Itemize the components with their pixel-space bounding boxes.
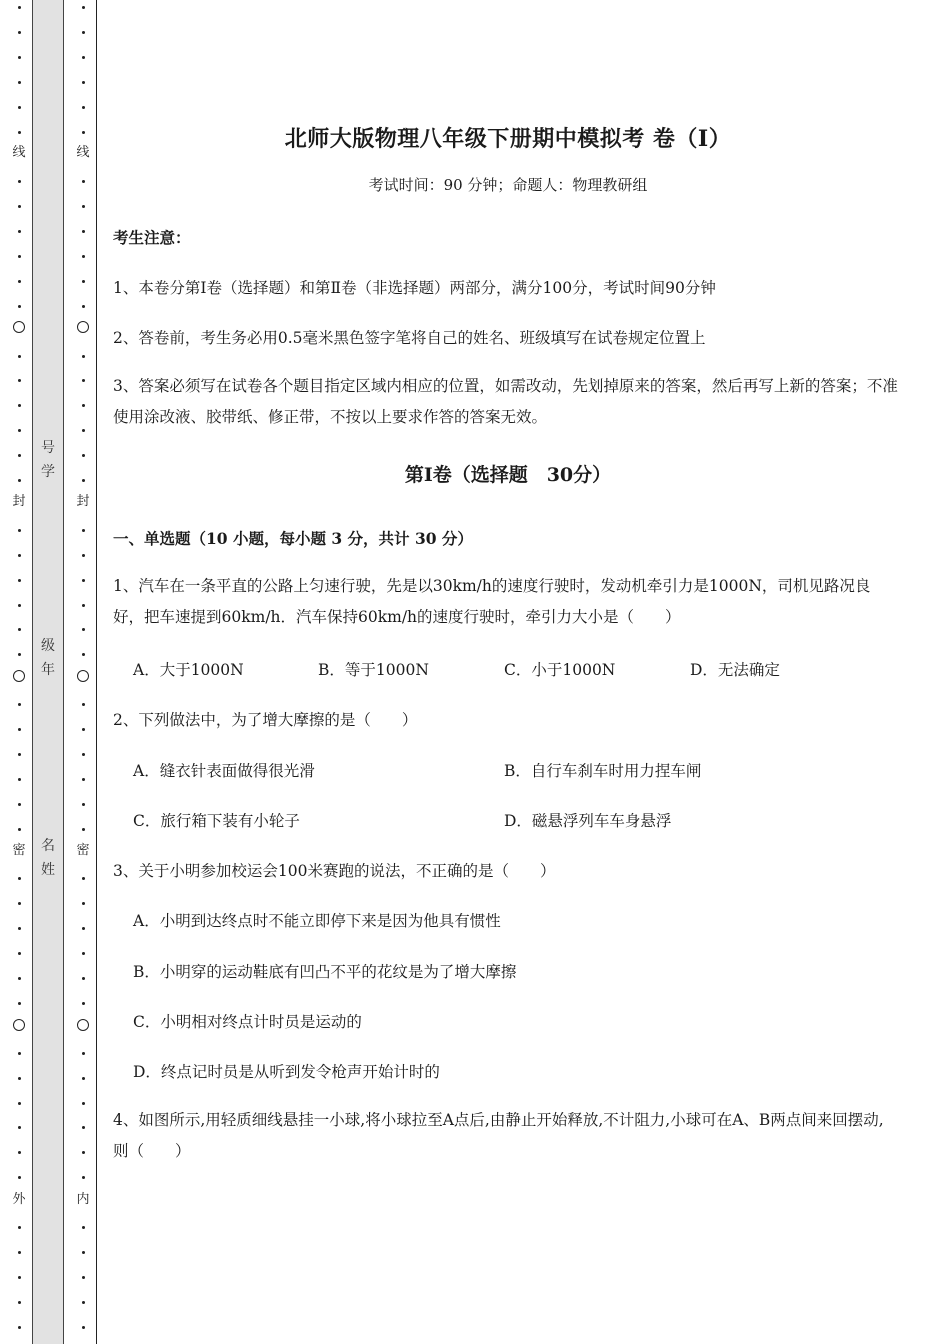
margin-char-mi: 密 [76,843,90,858]
seal-dot [18,1301,21,1304]
seal-dot [18,81,21,84]
margin-circle [77,1019,89,1031]
seal-dot [82,1226,85,1229]
seal-dot [18,1126,21,1129]
margin-char-xian: 线 [76,145,90,160]
seal-dot [18,529,21,532]
seal-dot [18,628,21,631]
seal-dot [82,604,85,607]
seal-dot [82,280,85,283]
margin-circle [13,321,25,333]
seal-dot [82,404,85,407]
seal-dot [18,479,21,482]
seal-dot [18,355,21,358]
seal-dot [18,255,21,258]
seal-dot [82,952,85,955]
seal-dot [82,6,85,9]
margin-char-feng: 封 [76,494,90,509]
seal-dot [82,977,85,980]
seal-dot [82,454,85,457]
question-stem: 3、关于小明参加校运会100米赛跑的说法，不正确的是（ ） [113,862,556,880]
margin-circle [13,1019,25,1031]
notice-item: 3、答案必须写在试卷各个题目指定区域内相应的位置，如需改动，先划掉原来的答案，然后再写上新的答案；不准使用涂改液、胶带纸、修正带，不按以上要求作答的答案无效。 [113,377,898,426]
seal-dot [18,205,21,208]
notice-item: 2、答卷前，考生务必用0.5毫米黑色签字笔将自己的姓名、班级填写在试卷规定位置上 [113,329,706,347]
seal-dot [82,554,85,557]
seal-dot [18,1251,21,1254]
seal-dot [18,230,21,233]
seal-dot [82,1301,85,1304]
seal-dot [18,952,21,955]
seal-dot [82,31,85,34]
seal-dot [18,902,21,905]
option-b: B．小明穿的运动鞋底有凹凸不平的花纹是为了增大摩擦 [133,963,517,981]
seal-dot [18,703,21,706]
seal-dot [82,529,85,532]
seal-dot [82,1251,85,1254]
question-stem: 4、如图所示,用轻质细线悬挂一小球,将小球拉至A点后,由静止开始释放,不计阻力,小球可在A、B两点间来回摆动,则（ ） [113,1111,884,1160]
seal-dot [18,1326,21,1329]
option-c: C．小明相对终点计时员是运动的 [133,1013,362,1031]
question-stem: 2、下列做法中，为了增大摩擦的是（ ） [113,711,418,729]
seal-dot [82,902,85,905]
seal-dot [18,828,21,831]
seal-dot [82,305,85,308]
option-d: D．磁悬浮列车车身悬浮 [504,812,672,830]
seal-dot [82,230,85,233]
seal-dot [18,604,21,607]
seal-dot [82,1176,85,1179]
outer-seal-line [10,0,28,1344]
seal-dot [18,728,21,731]
seal-dot [82,1102,85,1105]
option-c: C．小于1000N [504,661,616,679]
question-stem: 1、汽车在一条平直的公路上匀速行驶，先是以30km/h的速度行驶时，发动机牵引力是1000N，司机见路况良好，把车速提到60km/h．汽车保持60km/h的速度行驶时，牵引力大小是（ ） [113,577,871,626]
notice-heading: 考生注意： [113,228,191,247]
seal-dot [82,106,85,109]
option-a: A．大于1000N [133,661,244,679]
seal-dot [18,927,21,930]
seal-dot [82,753,85,756]
seal-dot [18,131,21,134]
seal-dot [18,1176,21,1179]
seal-dot [18,454,21,457]
seal-dot [82,579,85,582]
seal-dot [82,1151,85,1154]
seal-dot [82,255,85,258]
seal-dot [82,803,85,806]
seal-dot [18,1226,21,1229]
seal-dot [18,653,21,656]
margin-char-nei: 内 [76,1192,90,1207]
seal-dot [82,828,85,831]
student-info-strip [32,0,64,1344]
seal-dot [18,429,21,432]
seal-dot [18,180,21,183]
margin-char-xian: 线 [12,145,26,160]
seal-dot [82,877,85,880]
seal-dot [18,977,21,980]
seal-dot [18,56,21,59]
seal-dot [18,1276,21,1279]
seal-dot [18,280,21,283]
seal-dot [82,131,85,134]
margin-circle [13,670,25,682]
notice-item: 1、本卷分第Ⅰ卷（选择题）和第Ⅱ卷（非选择题）两部分，满分100分，考试时间90分钟 [113,279,716,297]
option-a: A．缝衣针表面做得很光滑 [133,762,315,780]
seal-dot [18,778,21,781]
section-title: 第Ⅰ卷（选择题 30分） [404,464,612,486]
seal-dot [82,1276,85,1279]
seal-dot [82,628,85,631]
part-heading: 一、单选题（10 小题，每小题 3 分，共计 30 分） [113,529,473,548]
margin-circle [77,321,89,333]
seal-dot [18,305,21,308]
seal-dot [82,653,85,656]
seal-dot [82,56,85,59]
seal-dot [82,205,85,208]
seal-dot [82,180,85,183]
exam-info: 考试时间：90 分钟；命题人：物理教研组 [368,176,648,194]
seal-dot [18,1052,21,1055]
option-d: D．无法确定 [690,661,780,679]
label-grade: 级年 [41,638,55,678]
seal-dot [82,81,85,84]
seal-dot [18,579,21,582]
seal-dot [18,106,21,109]
seal-dot [82,355,85,358]
seal-dot [18,31,21,34]
seal-dot [18,404,21,407]
seal-dot [18,1002,21,1005]
seal-dot [82,728,85,731]
margin-border-line [96,0,97,1344]
margin-char-mi: 密 [12,843,26,858]
seal-dot [82,1002,85,1005]
margin-circle [77,670,89,682]
seal-dot [18,379,21,382]
option-a: A．小明到达终点时不能立即停下来是因为他具有惯性 [133,912,501,930]
margin-char-wai: 外 [12,1192,26,1207]
seal-dot [18,554,21,557]
seal-dot [18,877,21,880]
seal-dot [82,1326,85,1329]
seal-dot [82,1126,85,1129]
option-d: D．终点记时员是从听到发令枪声开始计时的 [133,1063,440,1081]
seal-dot [18,1151,21,1154]
option-b: B．等于1000N [318,661,429,679]
seal-dot [82,479,85,482]
seal-dot [18,1077,21,1080]
seal-dot [82,927,85,930]
seal-dot [82,703,85,706]
seal-dot [82,429,85,432]
seal-dot [82,379,85,382]
seal-dot [18,803,21,806]
seal-dot [18,1102,21,1105]
label-name: 名姓 [41,838,55,878]
seal-dot [82,1077,85,1080]
seal-dot [18,753,21,756]
seal-dot [82,778,85,781]
option-c: C．旅行箱下装有小轮子 [133,812,300,830]
margin-char-feng: 封 [12,494,26,509]
seal-dot [18,6,21,9]
page-title: 北师大版物理八年级下册期中模拟考 卷（Ⅰ） [284,126,732,152]
seal-dot [82,1052,85,1055]
option-b: B．自行车刹车时用力捏车闸 [504,762,702,780]
label-student-number: 号学 [41,440,55,480]
inner-seal-line [72,0,94,1344]
